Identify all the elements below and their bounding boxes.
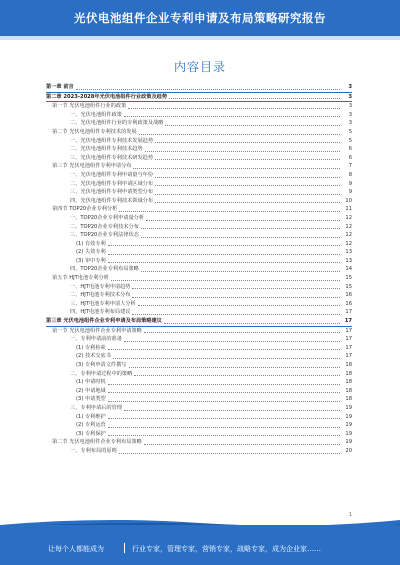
toc-entry-page: 19 <box>345 422 352 429</box>
toc-dot-leader <box>141 228 340 229</box>
toc-entry[interactable] <box>46 93 352 103</box>
toc-entry-page: 18 <box>345 396 352 403</box>
toc-entry[interactable] <box>46 421 352 430</box>
toc-entry[interactable] <box>46 265 352 274</box>
toc-entry-label: 第二节 光伏电池组件企业专利布局策略 <box>52 439 142 446</box>
toc-entry-page: 19 <box>345 404 352 411</box>
toc-dot-leader <box>145 151 340 152</box>
toc-entry-page: 14 <box>345 266 352 273</box>
toc-entry-page: 3 <box>348 120 352 127</box>
toc-dot-leader <box>155 185 340 186</box>
toc-entry-page: 13 <box>345 249 352 256</box>
toc-dot-leader <box>169 98 340 99</box>
toc-entry-label: (1) 专利检索 <box>76 344 106 351</box>
toc-dot-leader <box>146 220 340 221</box>
toc-entry-page: 17 <box>345 327 352 334</box>
toc-entry[interactable] <box>46 308 352 317</box>
toc-entry[interactable] <box>46 291 352 300</box>
toc-entry-page: 9 <box>348 189 352 196</box>
toc-entry-label: 三、光伏电池组件专利申请类型分布 <box>70 189 154 196</box>
toc-dot-leader <box>76 89 340 90</box>
toc-entry-label: 四、HJT电池专利布局建议 <box>70 309 131 316</box>
toc-entry-label: (2) 专利运营 <box>76 422 106 429</box>
toc-entry[interactable] <box>46 438 352 447</box>
toc-entry[interactable] <box>46 197 352 206</box>
toc-entry[interactable] <box>46 447 352 456</box>
toc-dot-leader <box>139 134 340 135</box>
toc-entry-label: 二、光伏电池组件专利技术趋势 <box>70 146 143 153</box>
toc-entry-label: 一、专利申请前的准备 <box>70 336 122 343</box>
toc-entry-label: 二、光伏电池组件专利申请区域分布 <box>70 180 154 187</box>
toc-entry-label: 二、HJT电池专利技术分布 <box>70 292 131 299</box>
toc-dot-leader <box>132 288 340 289</box>
toc-dot-leader <box>164 323 340 324</box>
toc-entry[interactable] <box>46 102 352 111</box>
toc-entry-page: 12 <box>345 232 352 239</box>
toc-entry-label: 四、光伏电池组件专利技术领域分布 <box>70 197 154 204</box>
toc-entry-label: 第二章 2023-2028年光伏电池组件行业政策及趋势 <box>46 93 168 100</box>
toc-dot-leader <box>144 332 340 333</box>
toc-entry-label: 一、光伏电池组件专利技术发展趋势 <box>70 137 154 144</box>
toc-entry[interactable] <box>46 274 352 283</box>
toc-entry[interactable] <box>46 257 352 266</box>
toc-entry[interactable] <box>46 370 352 379</box>
toc-entry-label: 一、TOP20企业专利申请量分析 <box>70 214 145 221</box>
toc-dot-leader <box>134 375 340 376</box>
toc-entry-page: 13 <box>345 257 352 264</box>
toc-entry-page: 3 <box>348 103 352 110</box>
toc-entry-page: 5 <box>348 128 352 135</box>
toc-entry[interactable] <box>46 413 352 422</box>
toc-entry[interactable] <box>46 378 352 387</box>
toc-entry-label: 第一节 光伏电池组件行业的政策 <box>52 103 127 110</box>
toc-entry-page: 17 <box>345 309 352 316</box>
footer-brand-text: 让每个人都能成为 <box>48 545 104 553</box>
toc-entry-page: 10 <box>345 197 352 204</box>
toc-entry-page: 12 <box>345 223 352 230</box>
toc-entry[interactable] <box>46 352 352 361</box>
toc-entry-page: 15 <box>345 275 352 282</box>
toc-entry-page: 3 <box>348 84 352 90</box>
page-number: 1 <box>348 512 352 518</box>
toc-dot-leader <box>108 245 340 246</box>
toc-entry[interactable] <box>46 162 352 171</box>
toc-entry-label: 第二节 光伏电池组件专利技术的发展 <box>52 128 137 135</box>
toc-dot-leader <box>155 159 340 160</box>
footer-slogan: 行业专家，管理专家，营销专家，战略专家，成为企业家…… <box>132 545 321 553</box>
toc-entry[interactable] <box>46 154 352 163</box>
toc-dot-leader <box>165 125 340 126</box>
toc-dot-leader <box>108 427 340 428</box>
toc-entry-label: 四、TOP20企业专利布局策略 <box>70 266 139 273</box>
toc-dot-leader <box>144 444 340 445</box>
toc-dot-leader <box>138 305 340 306</box>
toc-entry-label: 二、光伏电池组件行业的专利政策及战略 <box>70 120 164 127</box>
toc-entry-label: 第五节 HJT电池专利分析 <box>52 275 109 282</box>
toc-dot-leader <box>108 254 340 255</box>
toc-dot-leader <box>132 314 340 315</box>
toc-entry-label: 第三章 光伏电池组件企业专利申请及布局策略建议 <box>46 318 162 325</box>
toc-entry-page: 19 <box>345 413 352 420</box>
toc-entry-page: 3 <box>348 93 352 100</box>
toc-entry-page: 18 <box>345 387 352 394</box>
toc-entry[interactable] <box>46 83 352 93</box>
toc-entry-page: 12 <box>345 214 352 221</box>
toc-entry-label: (3) 申请类型 <box>76 396 106 403</box>
toc-entry[interactable] <box>46 205 352 214</box>
toc-entry[interactable] <box>46 188 352 197</box>
toc-entry-page: 17 <box>345 353 352 360</box>
toc-dot-leader <box>155 142 340 143</box>
toc-entry-label: (2) 申请地域 <box>76 387 106 394</box>
toc-entry[interactable] <box>46 111 352 120</box>
footer-separator <box>124 543 125 553</box>
toc-entry[interactable] <box>46 361 352 370</box>
toc-entry[interactable] <box>46 387 352 396</box>
toc-entry-label: 一、专利布局的原则 <box>70 447 117 454</box>
toc-dot-leader <box>128 108 340 109</box>
toc-dot-leader <box>124 410 340 411</box>
table-of-contents <box>46 83 352 456</box>
toc-entry[interactable] <box>46 137 352 146</box>
toc-dot-leader <box>133 168 340 169</box>
toc-entry-page: 17 <box>345 344 352 351</box>
toc-dot-leader <box>108 435 340 436</box>
toc-entry-page: 20 <box>345 447 352 454</box>
toc-entry[interactable] <box>46 119 352 128</box>
toc-dot-leader <box>108 392 340 393</box>
toc-entry-label: 三、HJT电池专利申请人分析 <box>70 300 136 307</box>
toc-entry-label: 二、专利申请过程中的策略 <box>70 370 133 377</box>
toc-entry-page: 6 <box>348 154 352 161</box>
toc-entry[interactable] <box>46 404 352 413</box>
toc-dot-leader <box>155 202 340 203</box>
toc-entry[interactable] <box>46 395 352 404</box>
toc-entry-label: 一、光伏电池组件专利申请量与年份 <box>70 171 154 178</box>
toc-entry-label: 三、TOP20企业专利法律状态 <box>70 232 139 239</box>
toc-entry-page: 5 <box>348 137 352 144</box>
toc-dot-leader <box>129 367 341 368</box>
toc-entry[interactable] <box>46 430 352 439</box>
toc-entry-label: 三、光伏电池组件专利技术研发趋势 <box>70 154 154 161</box>
toc-entry[interactable] <box>46 171 352 180</box>
toc-entry-label: 一、光伏电池组件政策 <box>70 111 122 118</box>
toc-entry-page: 19 <box>345 430 352 437</box>
toc-dot-leader <box>141 271 340 272</box>
toc-entry[interactable] <box>46 180 352 189</box>
toc-dot-leader <box>119 453 340 454</box>
toc-entry-page: 17 <box>345 336 352 343</box>
toc-entry[interactable] <box>46 248 352 257</box>
toc-entry-page: 15 <box>345 283 352 290</box>
toc-entry[interactable] <box>46 335 352 344</box>
toc-entry[interactable] <box>46 300 352 309</box>
toc-entry[interactable] <box>46 240 352 249</box>
toc-entry-page: 6 <box>348 146 352 153</box>
toc-entry-label: (2) 技术交底书 <box>76 353 111 360</box>
toc-dot-leader <box>108 401 340 402</box>
toc-dot-leader <box>141 237 340 238</box>
toc-entry-label: (1) 申请时机 <box>76 379 106 386</box>
toc-entry-label: 二、TOP20企业专利技术分布 <box>70 223 139 230</box>
toc-entry-label: 第四节 TOP20企业专利分析 <box>52 206 118 213</box>
toc-dot-leader <box>124 341 340 342</box>
toc-dot-leader <box>108 262 340 263</box>
toc-heading: 内容目录 <box>173 60 226 74</box>
toc-dot-leader <box>119 211 340 212</box>
toc-entry[interactable] <box>46 145 352 154</box>
toc-entry-label: 三、专利申请后的管理 <box>70 404 122 411</box>
toc-entry-label: (3) 审中专利 <box>76 257 106 264</box>
toc-entry[interactable] <box>46 214 352 223</box>
toc-entry-page: 11 <box>345 206 352 213</box>
toc-dot-leader <box>132 297 340 298</box>
toc-entry-label: 第三节 光伏电池组件专利申请分布 <box>52 163 132 170</box>
toc-dot-leader <box>124 116 340 117</box>
toc-entry-label: 第一节 光伏电池组件企业专利申请策略 <box>52 327 142 334</box>
toc-dot-leader <box>111 280 340 281</box>
toc-entry[interactable] <box>46 283 352 292</box>
toc-dot-leader <box>108 418 340 419</box>
toc-entry-page: 3 <box>348 111 352 118</box>
toc-entry[interactable] <box>46 327 352 336</box>
toc-dot-leader <box>108 384 340 385</box>
toc-entry-label: 第一章 前言 <box>46 84 74 90</box>
toc-dot-leader <box>108 349 340 350</box>
toc-entry-page: 19 <box>345 439 352 446</box>
toc-entry-label: 一、HJT电池专利申请趋势 <box>70 283 131 290</box>
toc-entry[interactable] <box>46 344 352 353</box>
toc-entry[interactable] <box>46 223 352 232</box>
header-accent-stripe <box>0 36 400 40</box>
toc-entry-label: (2) 失效专利 <box>76 249 106 256</box>
toc-entry-page: 7 <box>348 163 352 170</box>
toc-entry-page: 8 <box>348 171 352 178</box>
toc-entry[interactable] <box>46 231 352 240</box>
toc-dot-leader <box>155 177 340 178</box>
toc-entry-label: (1) 专利维护 <box>76 413 106 420</box>
toc-entry-page: 9 <box>348 180 352 187</box>
toc-entry-page: 18 <box>345 379 352 386</box>
toc-entry-label: (3) 专利保护 <box>76 430 106 437</box>
toc-entry-page: 17 <box>344 318 352 325</box>
toc-entry-page: 12 <box>345 240 352 247</box>
toc-entry[interactable] <box>46 317 352 327</box>
toc-entry-page: 16 <box>345 300 352 307</box>
toc-entry-page: 18 <box>345 362 352 368</box>
toc-entry-page: 16 <box>345 292 352 299</box>
toc-dot-leader <box>155 194 340 195</box>
report-title: 光伏电池组件企业专利申请及布局策略研究报告 <box>74 11 326 25</box>
toc-entry-page: 18 <box>345 370 352 377</box>
toc-entry[interactable] <box>46 128 352 137</box>
toc-entry-label: (1) 有效专利 <box>76 240 106 247</box>
toc-entry-label: (3) 专利申请文件撰写 <box>76 362 127 368</box>
toc-dot-leader <box>113 358 340 359</box>
